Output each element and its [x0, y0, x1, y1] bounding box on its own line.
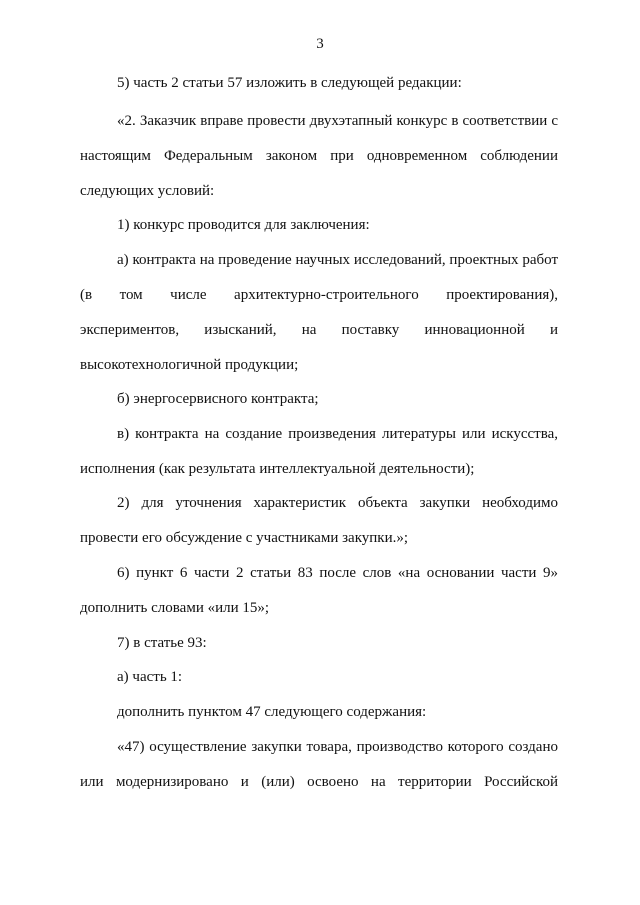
line-point-47-start: «47) осуществление закупки товара, производство которого создано: [117, 739, 558, 755]
line-subitem-b: б) энергосервисного контракта;: [117, 391, 319, 407]
line-subitem-2-start: 2) для уточнения характеристик объекта закупки необходимо: [117, 495, 558, 511]
line-clause-2-cont: настоящим Федеральным законом при одновременном соблюдении: [80, 148, 558, 164]
line-point-47-cont: или модернизировано и (или) освоено на территории Российской: [80, 774, 558, 790]
line-subitem-a-cont-2: экспериментов, изысканий, на поставку инновационной и: [80, 322, 558, 338]
line-subitem-a-start: а) контракта на проведение научных исследований, проектных работ: [117, 252, 558, 268]
line-clause-2-start: «2. Заказчик вправе провести двухэтапный конкурс в соответствии с: [117, 113, 558, 129]
line-subitem-v-start: в) контракта на создание произведения литературы или искусства,: [117, 426, 558, 442]
line-item-7-a: а) часть 1:: [117, 669, 183, 685]
line-item-7: 7) в статье 93:: [117, 635, 207, 651]
line-item-6-end: дополнить словами «или 15»;: [80, 600, 270, 616]
line-subitem-v-end: исполнения (как результата интеллектуальной деятельности);: [80, 461, 475, 477]
line-subitem-1: 1) конкурс проводится для заключения:: [117, 217, 370, 233]
line-subitem-a-cont-1: (в том числе архитектурно-строительного проектирования),: [80, 287, 558, 303]
line-subitem-a-end: высокотехнологичной продукции;: [80, 357, 299, 373]
page-number: 3: [316, 36, 324, 52]
line-add-point-47: дополнить пунктом 47 следующего содержания:: [117, 704, 427, 720]
line-subitem-2-end: провести его обсуждение с участниками закупки.»;: [80, 530, 409, 546]
line-item-6-start: 6) пункт 6 части 2 статьи 83 после слов «на основании части 9»: [117, 565, 558, 581]
line-item-5-intro: 5) часть 2 статьи 57 изложить в следующей редакции:: [117, 75, 462, 91]
line-clause-2-end: следующих условий:: [80, 183, 215, 199]
